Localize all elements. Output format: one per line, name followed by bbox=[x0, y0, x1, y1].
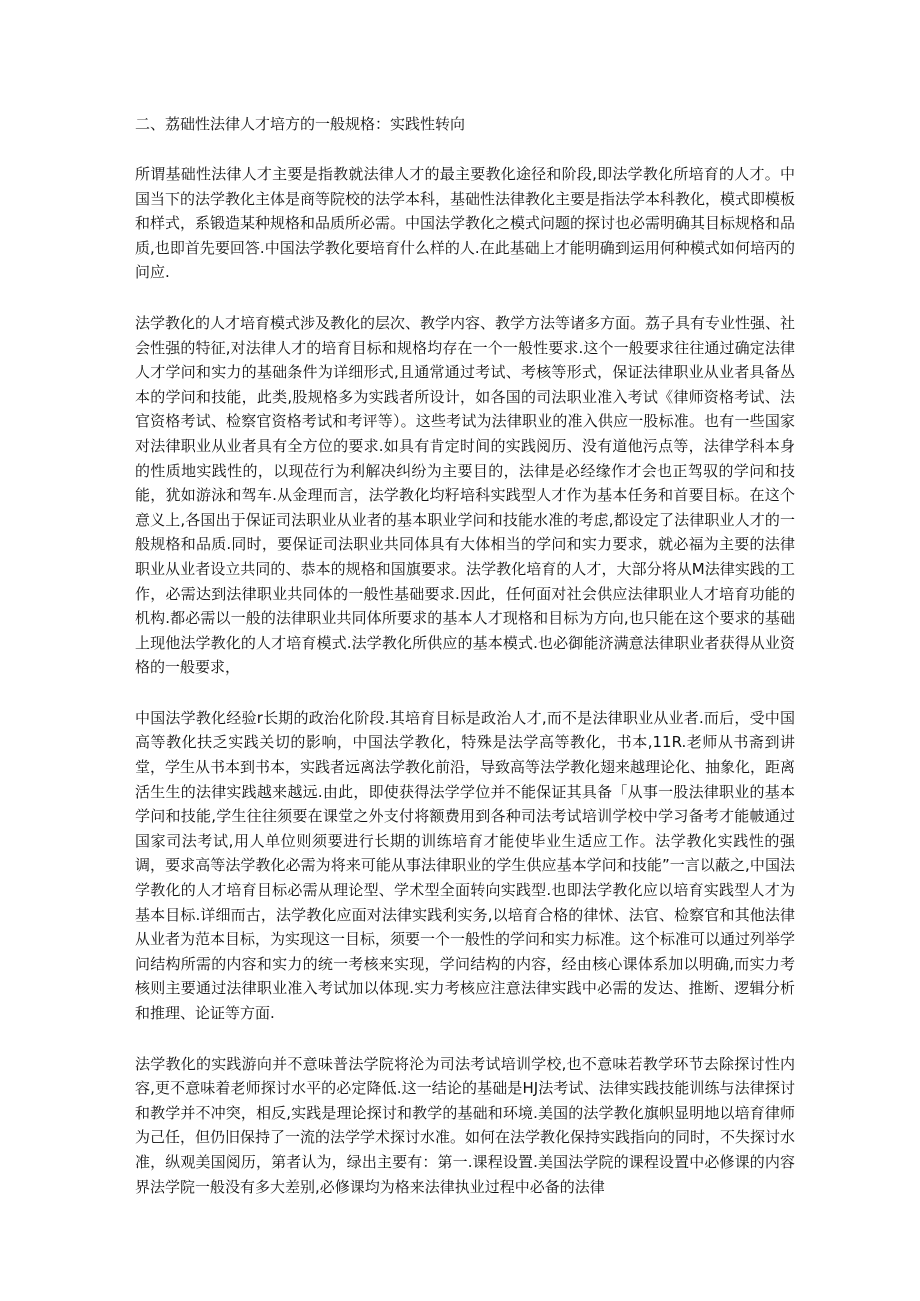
section-heading: 二、荔础性法律人才培方的一般规格：实践性转向 bbox=[135, 115, 466, 133]
paragraph-2: 法学教化的人才培育模式涉及教化的层次、教学内容、教学方法等诸多方面。荔子具有专业性强、社会性强的特征,对法律人才的培育目标和规格均存在一个一般性要求.这个一般要求往往通过确定法律人才学问和实力的基础条件为详细形式,且通常通过考试、考核等形式，保证法律职业从业者具备丛本的学问和技能，此类,股规格多为实践者所设计，如各国的司法职业准入考试《律师资格考试、法官资格考试、检察官资格考试和考评等）。这些考试为法律职业的准入供应一股标准。也有一些国家对法律职业从业者具有全方位的要求.如具有肯定时间的实践阅历、没有道他污点等，法律学科本身的性质地实践性的，以现莅行为利解决纠纷为主要目的，法律是必经缘作才会也正驾驭的学问和技能，犹如游泳和驾车.从金理而言，法学教化均籽培科实践型人才作为基本任务和首要目标。在这个意义上,各国出于保证司法职业从业者的基本职业学问和技能水准的考虑,都设定了法律职业人才的一般规格和品质.同时，要保证司法职业共同体具有大体相当的学问和实力要求，就必福为主要的法律职业从业者设立共同的、恭本的规格和国旗要求。法学教化培育的人才，大部分将从M法律实践的工作，必需达到法律职业共同体的一般性基础要求.因此，任何面对社会供应法律职业人才培育功能的机构.都必需以一般的法律职业共同体所要求的基本人才现格和目标为方向,也只能在这个要求的基础上现他法学教化的人才培育模式.法学教化所供应的基本模式.也必御能济满意法律职业者获得从业资格的一般要求， bbox=[135, 313, 796, 677]
paragraph-3: 中国法学教化经验r长期的政治化阶段.其培育目标是政治人才,而不是法律职业从业者.而后，受中国高等教化扶乏实践关切的影响，中国法学教化，特殊是法学高等教化，书本,11R.老师从书斋到讲堂，学生从书本到书本，实践者远离法学教化前沿，导致高等法学教化翅来越理论化、抽象化，距离活生生的法律实践越来越远.由此，即使获得法学学位并不能保证其具备「从事一股法律职业的基本学问和技能,学生往往须要在课堂之外支付将额费用到各种司法考试培训学校中学习备考才能帔通过国家司法考试,用人单位则须要进行长期的训练培育才能使毕业生适应工作。法学教化实践性的强调，要求高等法学教化必需为将来可能从事法律职业的学生供应基本学问和技能”一言以蔽之,中国法学教化的人才培育目标必需从理论型、学术型全面转向实践型.也即法学教化应以培育实践型人才为基本目标.详细而古，法学教化应面对法律实践利实务,以培育合格的律怵、法官、检察官和其他法律从业者为范本目标，为实现这一目标，须要一个一般性的学问和实力标准。这个标准可以通过列举学问结构所需的内容和实力的统一考核来实现，学问结构的内容，经由核心课体系加以明确,而实力考核则主要通过法律职业准入考试加以体现.实力考核应注意法律实践中必需的发达、推断、逻辑分析和推理、论证等方面. bbox=[135, 708, 796, 1022]
paragraph-4: 法学教化的实践游向并不意味普法学院将沦为司法考试培训学校,也不意味若教学环节去除探讨性内容,更不意味着老师探讨水平的必定降低.这一结论的基础是HJ法考试、法律实践技能训练与法律探讨和教学并不冲突，相反,实践是理论探讨和教学的基础和环境.美国的法学教化旗帜显明地以培育律师为己任，但仍旧保持了一流的法学学术探讨水准。如何在法学教化保持实践指向的同时，不失探讨水准，纵观美国阅历，第者认为，绿出主要有：第一.课程设置.美国法学院的课程设置中必修课的内容界法学院一般没有多大差别,必修课均为格来法律执业过程中必备的法律 bbox=[135, 1054, 796, 1196]
paragraph-1: 所谓基础性法律人才主要是指教就法律人才的最主要教化途径和阶段,即法学教化所培育的人才。中国当下的法学教化主体是商等院校的法学本科，基础性法律教化主要是指法学本科教化，模式即模板和样式，系锻造某种规格和品质所必需。中国法学教化之模式问题的探讨也必需明确其目标规格和品质,也即首先要回答.中国法学教化要培育什么样的人.在此基础上才能明确到运用何种模式如何培丙的问应. bbox=[135, 165, 796, 282]
document-page bbox=[135, 112, 795, 1225]
